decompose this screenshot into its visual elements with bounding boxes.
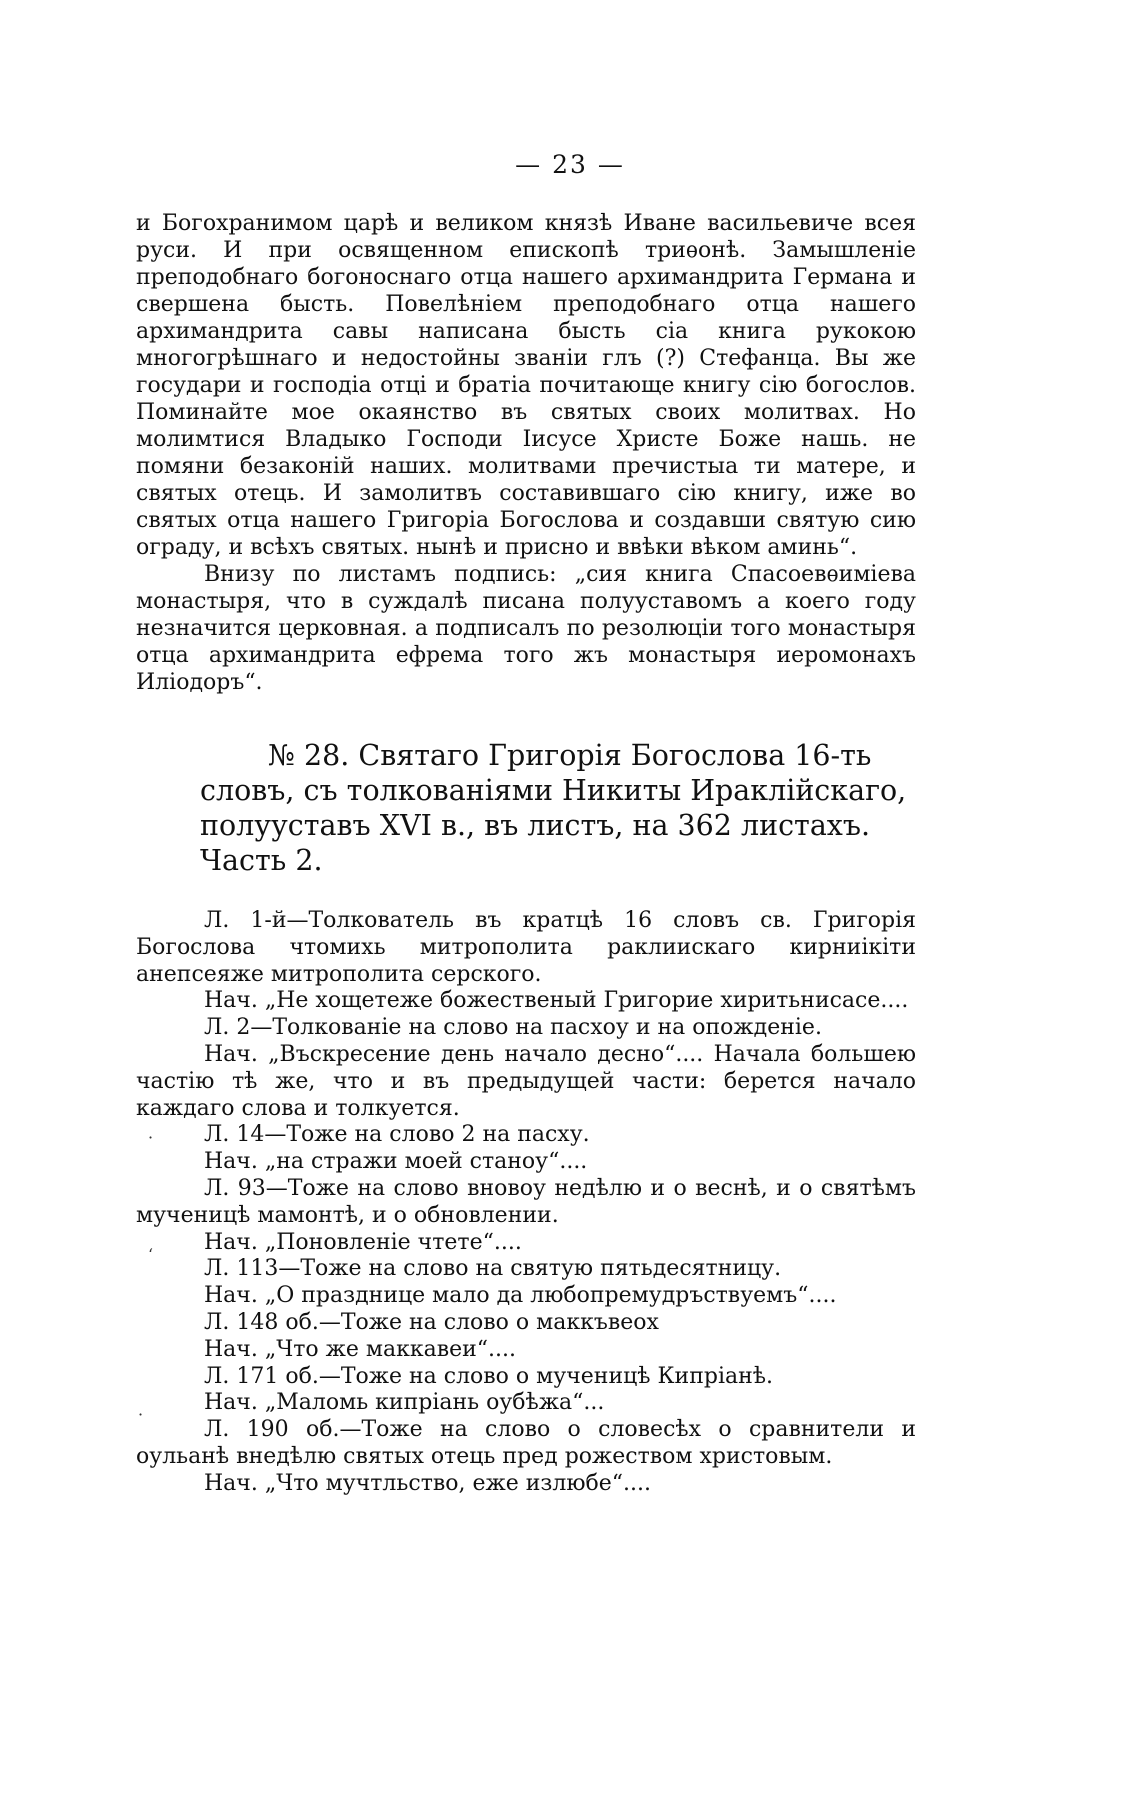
list-item: Л. 148 об.—Тоже на слово о маккъвеох: [204, 1309, 659, 1335]
list-item: Нач. „на стражи моей станоу“....: [204, 1149, 588, 1175]
stray-mark-icon: ‘: [148, 1245, 154, 1264]
list-item: Нач. „Поновленіе чтете“....: [204, 1229, 522, 1255]
list-item: Л. 1-й—Толкователь въ кратцѣ 16 словъ св. Григорія Богослова чтомихь митрополита раклиискаго кирниікіти анепсеяже митрополита серского.: [136, 908, 916, 987]
list-item: Нач. „Маломь кипріань оубѣжа“...: [204, 1390, 605, 1416]
signature-paragraph: Внизу по листамъ подпись: „сия книга Спасоевѳиміева монастыря, что в суждалѣ писана полууставомъ а коего году незначится церковная. а подписалъ по резолюціи того монастыря отца архимандрита ефрема того жъ монастыря иеромонахъ Иліодоръ“.: [136, 562, 916, 695]
stray-mark-icon: ·: [148, 1128, 154, 1147]
list-item: Нач. „Не хощетеже божественый Григорие хиритьнисасе....: [204, 988, 909, 1014]
list-item: Л. 93—Тоже на слово вновоу недѣлю и о веснѣ, и о святѣмъ мученицѣ мамонтѣ, и о обновлении.: [136, 1175, 916, 1228]
list-item: Л. 14—Тоже на слово 2 на пасху.: [204, 1122, 590, 1148]
heading-line-4: Часть 2.: [200, 844, 323, 877]
list-item: Нач. „О празднице мало да любопремудръствуемъ“....: [204, 1283, 837, 1309]
list-item: Л. 113—Тоже на слово на святую пятьдесятницу.: [204, 1256, 782, 1282]
list-item: Нач. „Что же маккавеи“....: [204, 1336, 517, 1362]
body-text: [136, 210, 916, 696]
entries-list: [136, 908, 916, 1498]
list-item: Л. 190 об.—Тоже на слово о словесѣх о сравнители и оульанѣ внедѣлю святых отець пред рожеством христовым.: [136, 1417, 916, 1469]
colophon-paragraph: и Богохранимом царѣ и великом князѣ Иване васильевиче всея руси. И при освященном епископѣ триѳонѣ. Замышленіе преподобнаго богоноснаго отца нашего архимандрита Германа и свершена бысть. Повелѣніем преподобнаго отца нашего архимандрита савы написана бысть сіа книга рукокою многогрѣшнаго и недостойны званіи глъ (?) Стефанца. Вы же государи и господіа отці и братіа почитающе книгу сію богослов. Поминайте мое окаянство въ святых своих молитвах. Но молимтися Владыко Господи Іисусе Христе Боже нашь. не помяни безаконій наших. молитвами пречистыа ти матере, и святых отець. И замолитвъ составившаго сію книгу, иже во святых отца нашего Григоріа Богослова и создавши святую сию ограду, и всѣхъ святых. нынѣ и присно и ввѣки вѣком аминь“.: [136, 211, 916, 560]
stray-mark-icon: ·: [138, 1405, 144, 1424]
heading-line-1: № 28. Святаго Григорія Богослова 16-ть: [268, 739, 872, 772]
list-item: Нач. „Что мучтльство, еже излюбе“....: [204, 1470, 652, 1496]
heading-line-3: полууставъ XVI в., въ листъ, на 362 листахъ.: [200, 809, 871, 842]
page-number: — 23 —: [515, 150, 625, 179]
list-item: Нач. „Въскресение день начало десно“.... Начала большею частію тѣ же, что и въ предыдущей части: берется начало каждаго слова и толкуется.: [136, 1041, 916, 1121]
list-item: Л. 2—Толкованіе на слово на пасхоу и на опожденіе.: [204, 1015, 822, 1041]
list-item: Л. 171 об.—Тоже на слово о мученицѣ Кипріанѣ.: [204, 1363, 774, 1389]
manuscript-heading: [200, 738, 920, 878]
heading-line-2: словъ, съ толкованіями Никиты Ираклійскаго,: [200, 774, 907, 807]
